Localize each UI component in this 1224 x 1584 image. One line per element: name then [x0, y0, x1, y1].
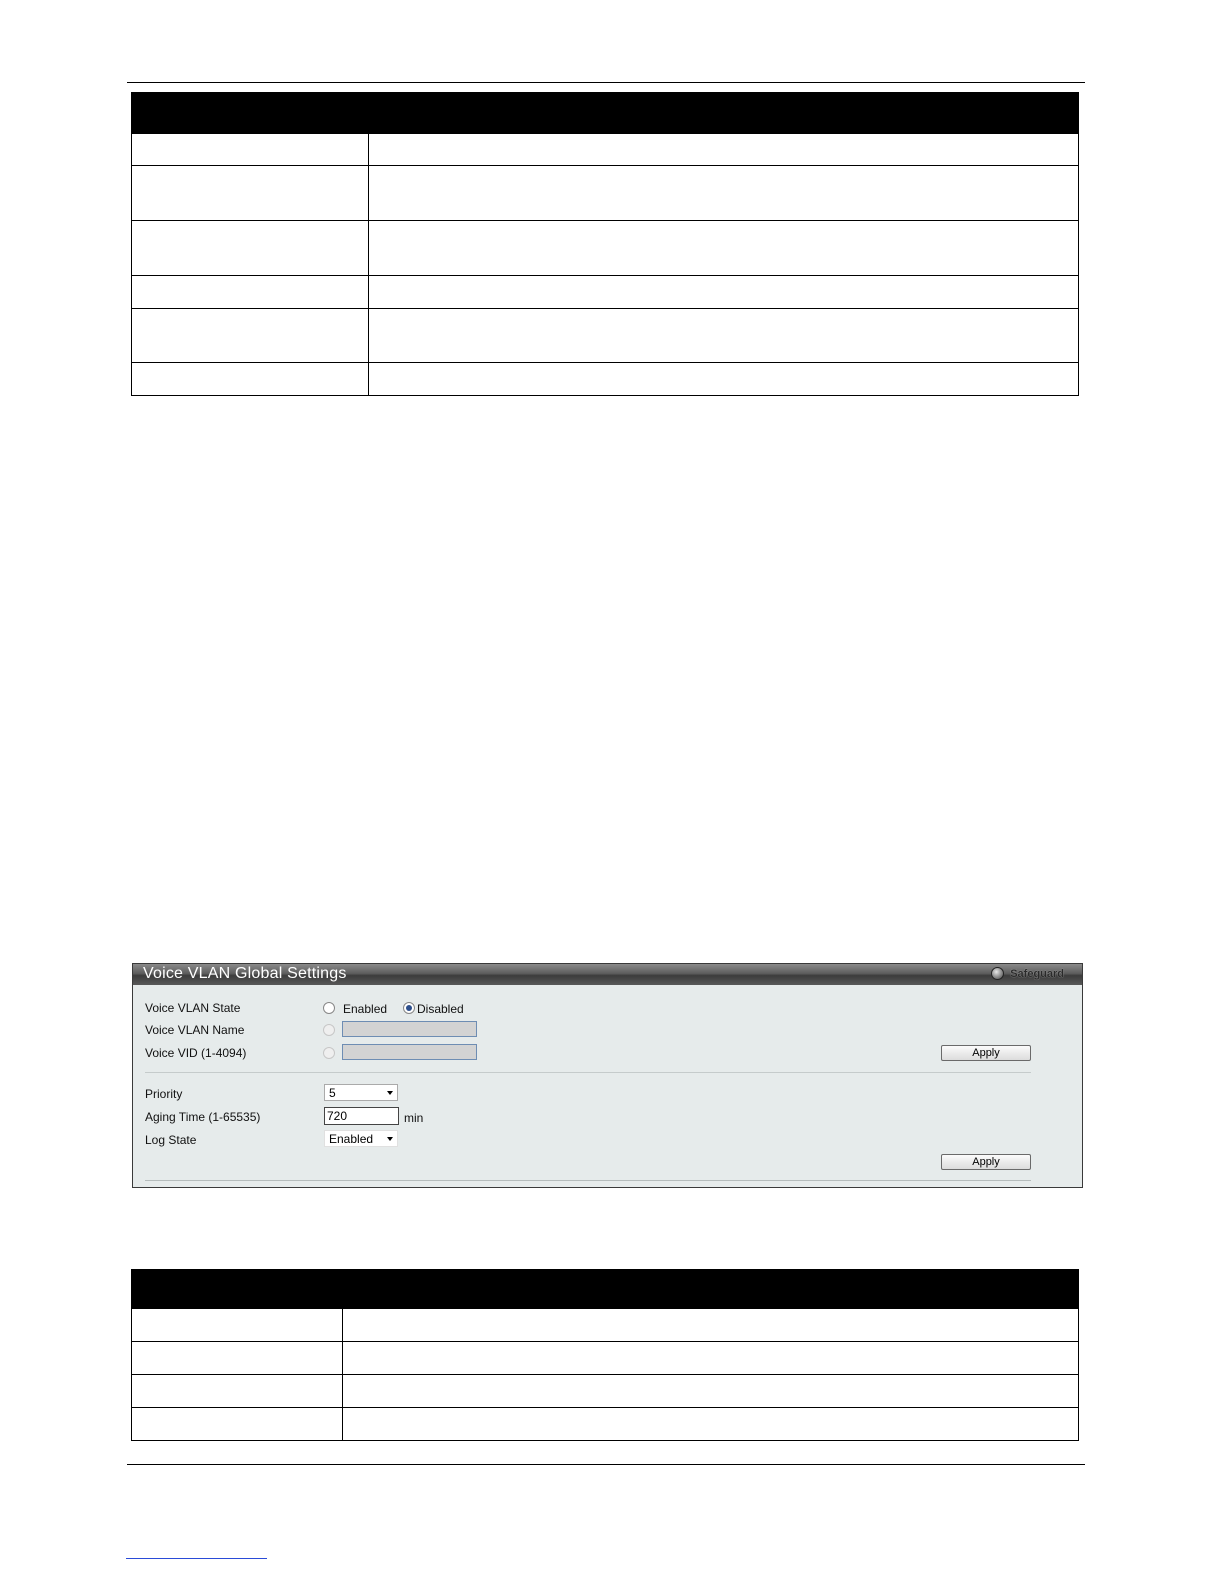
- apply-button[interactable]: Apply: [941, 1045, 1031, 1061]
- section-divider: [145, 1072, 1031, 1073]
- table-row: [132, 221, 1079, 276]
- priority-select[interactable]: [324, 1084, 398, 1101]
- table-row: [132, 1375, 1079, 1408]
- table-row: [132, 166, 1079, 221]
- aging-time-label: Aging Time (1-65535): [145, 1110, 261, 1124]
- table-row: [132, 363, 1079, 396]
- aging-time-unit: min: [404, 1111, 424, 1125]
- safeguard-led-icon: [991, 967, 1004, 980]
- table-row: [132, 1342, 1079, 1375]
- parameter-table-2: [131, 1269, 1079, 1441]
- vid-input[interactable]: [342, 1044, 477, 1060]
- voice-vlan-global-settings-panel: [132, 963, 1083, 1188]
- voice-vlan-state-label: Voice VLAN State: [145, 1001, 241, 1015]
- log-state-label: Log State: [145, 1133, 197, 1147]
- log-state-select[interactable]: [324, 1130, 398, 1147]
- table-row: [132, 1408, 1079, 1441]
- chevron-down-icon: [387, 1137, 393, 1141]
- bottom-divider: [145, 1180, 1031, 1181]
- priority-value: 5: [329, 1086, 336, 1100]
- state-disabled-radio[interactable]: [403, 1002, 415, 1014]
- voice-vlan-name-label: Voice VLAN Name: [145, 1023, 245, 1037]
- priority-label: Priority: [145, 1087, 183, 1101]
- vlan-name-input[interactable]: [342, 1021, 477, 1037]
- header-rule: [127, 82, 1085, 83]
- panel-header: [133, 964, 1082, 985]
- footer-link-underline[interactable]: [126, 1558, 267, 1559]
- state-enabled-label: Enabled: [343, 1002, 388, 1016]
- state-disabled-label: Disabled: [417, 1002, 464, 1016]
- vlan-name-radio[interactable]: [323, 1024, 335, 1036]
- table-row: [132, 309, 1079, 363]
- vid-radio[interactable]: [323, 1047, 335, 1059]
- panel-title: Voice VLAN Global Settings: [143, 965, 347, 982]
- safeguard-label: Safeguard: [1010, 967, 1064, 980]
- safeguard-indicator: [991, 967, 1064, 980]
- table-header-row: [132, 93, 1079, 134]
- chevron-down-icon: [387, 1091, 393, 1095]
- table-header-row: [132, 1270, 1079, 1309]
- table-row: [132, 134, 1079, 166]
- apply-button[interactable]: Apply: [941, 1154, 1031, 1170]
- footer-rule: [127, 1464, 1085, 1465]
- table-row: [132, 276, 1079, 309]
- state-enabled-radio[interactable]: [323, 1002, 335, 1014]
- log-state-value: Enabled: [329, 1132, 374, 1146]
- voice-vid-label: Voice VID (1-4094): [145, 1046, 247, 1060]
- table-row: [132, 1309, 1079, 1342]
- aging-time-input[interactable]: 720: [324, 1107, 399, 1125]
- parameter-table-1: [131, 92, 1079, 396]
